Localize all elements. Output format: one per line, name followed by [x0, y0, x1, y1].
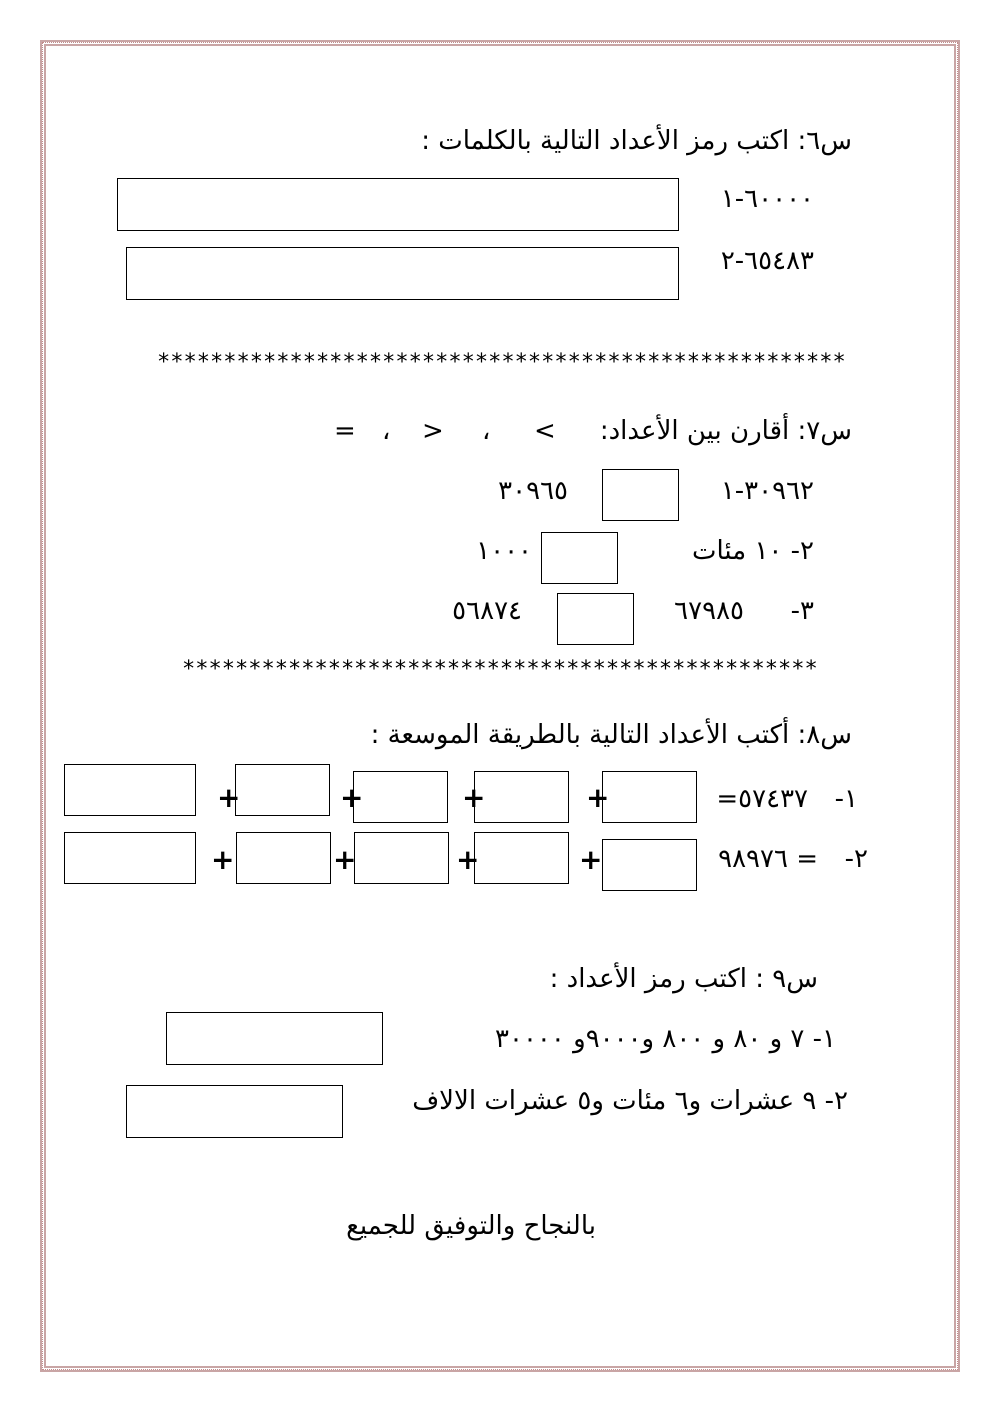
- symbol-comma: ،: [382, 416, 391, 446]
- q8-row2-num: ٢-: [844, 844, 868, 874]
- plus-sign: +: [586, 781, 610, 814]
- q7-row3-left: ٦٧٩٨٥: [674, 596, 744, 626]
- plus-sign: +: [462, 781, 486, 814]
- symbol-comma: ،: [482, 416, 491, 446]
- q9-title: س٩ : اكتب رمز الأعداد :: [549, 964, 818, 994]
- q8-row1-value: ٥٧٤٣٧=: [716, 784, 808, 814]
- symbol-equal: =: [334, 416, 356, 446]
- plus-sign: +: [340, 781, 364, 814]
- plus-sign: +: [217, 781, 241, 814]
- q7-row1-answer[interactable]: [602, 469, 679, 521]
- symbol-less: <: [534, 416, 556, 446]
- q9-answer-2[interactable]: [126, 1085, 343, 1138]
- q8-row2-box-3[interactable]: [354, 832, 449, 884]
- q7-title: س٧: أقارن بين الأعداد:: [599, 416, 852, 446]
- q7-row2-answer[interactable]: [541, 532, 618, 584]
- q7-row1-right: ٣٠٩٦٥: [498, 476, 568, 506]
- plus-sign: +: [456, 843, 480, 876]
- q8-row1-box-4[interactable]: [235, 764, 330, 816]
- separator-1: ****************************************************: [157, 350, 846, 375]
- q7-row3-num: ٣-: [790, 596, 814, 626]
- q7-row1-left: ٣٠٩٦٢-١: [720, 476, 814, 506]
- q6-answer-2[interactable]: [126, 247, 679, 300]
- q6-answer-1[interactable]: [117, 178, 679, 231]
- page-border: [40, 40, 960, 1372]
- q8-row2-box-2[interactable]: [474, 832, 569, 884]
- separator-2: ************************************************: [182, 657, 818, 682]
- q8-row1-box-5[interactable]: [64, 764, 196, 816]
- q8-row2-value: = ٩٨٩٧٦: [718, 844, 818, 874]
- q7-row3-right: ٥٦٨٧٤: [452, 596, 522, 626]
- q6-item-2: ٦٥٤٨٣-٢: [720, 246, 814, 276]
- q8-row1-box-3[interactable]: [353, 771, 448, 823]
- q7-row2-right: ١٠٠٠: [476, 536, 532, 566]
- plus-sign: +: [211, 843, 235, 876]
- q8-row2-box-1[interactable]: [602, 839, 697, 891]
- symbol-greater: >: [422, 416, 444, 446]
- q8-row1-num: ١-: [834, 784, 858, 814]
- q9-item-1: ١- ٧ و ٨٠ و ٨٠٠ و٩٠٠٠و ٣٠٠٠٠: [495, 1024, 836, 1054]
- q7-row3-answer[interactable]: [557, 593, 634, 645]
- q8-title: س٨: أكتب الأعداد التالية بالطريقة الموسعة :: [370, 720, 852, 750]
- plus-sign: +: [579, 843, 603, 876]
- q6-title: س٦: اكتب رمز الأعداد التالية بالكلمات :: [421, 126, 852, 156]
- plus-sign: +: [333, 843, 357, 876]
- q9-answer-1[interactable]: [166, 1012, 383, 1065]
- q8-row1-box-1[interactable]: [602, 771, 697, 823]
- q9-item-2: ٢- ٩ عشرات و٦ مئات و٥ عشرات الالاف: [412, 1086, 848, 1116]
- closing-message: بالنجاح والتوفيق للجميع: [346, 1211, 596, 1241]
- q8-row2-box-4[interactable]: [236, 832, 331, 884]
- q6-item-1: ٦٠٠٠٠-١: [720, 184, 814, 214]
- q7-row2-left: ٢- ١٠ مئات: [692, 536, 814, 566]
- q8-row1-box-2[interactable]: [474, 771, 569, 823]
- q8-row2-box-5[interactable]: [64, 832, 196, 884]
